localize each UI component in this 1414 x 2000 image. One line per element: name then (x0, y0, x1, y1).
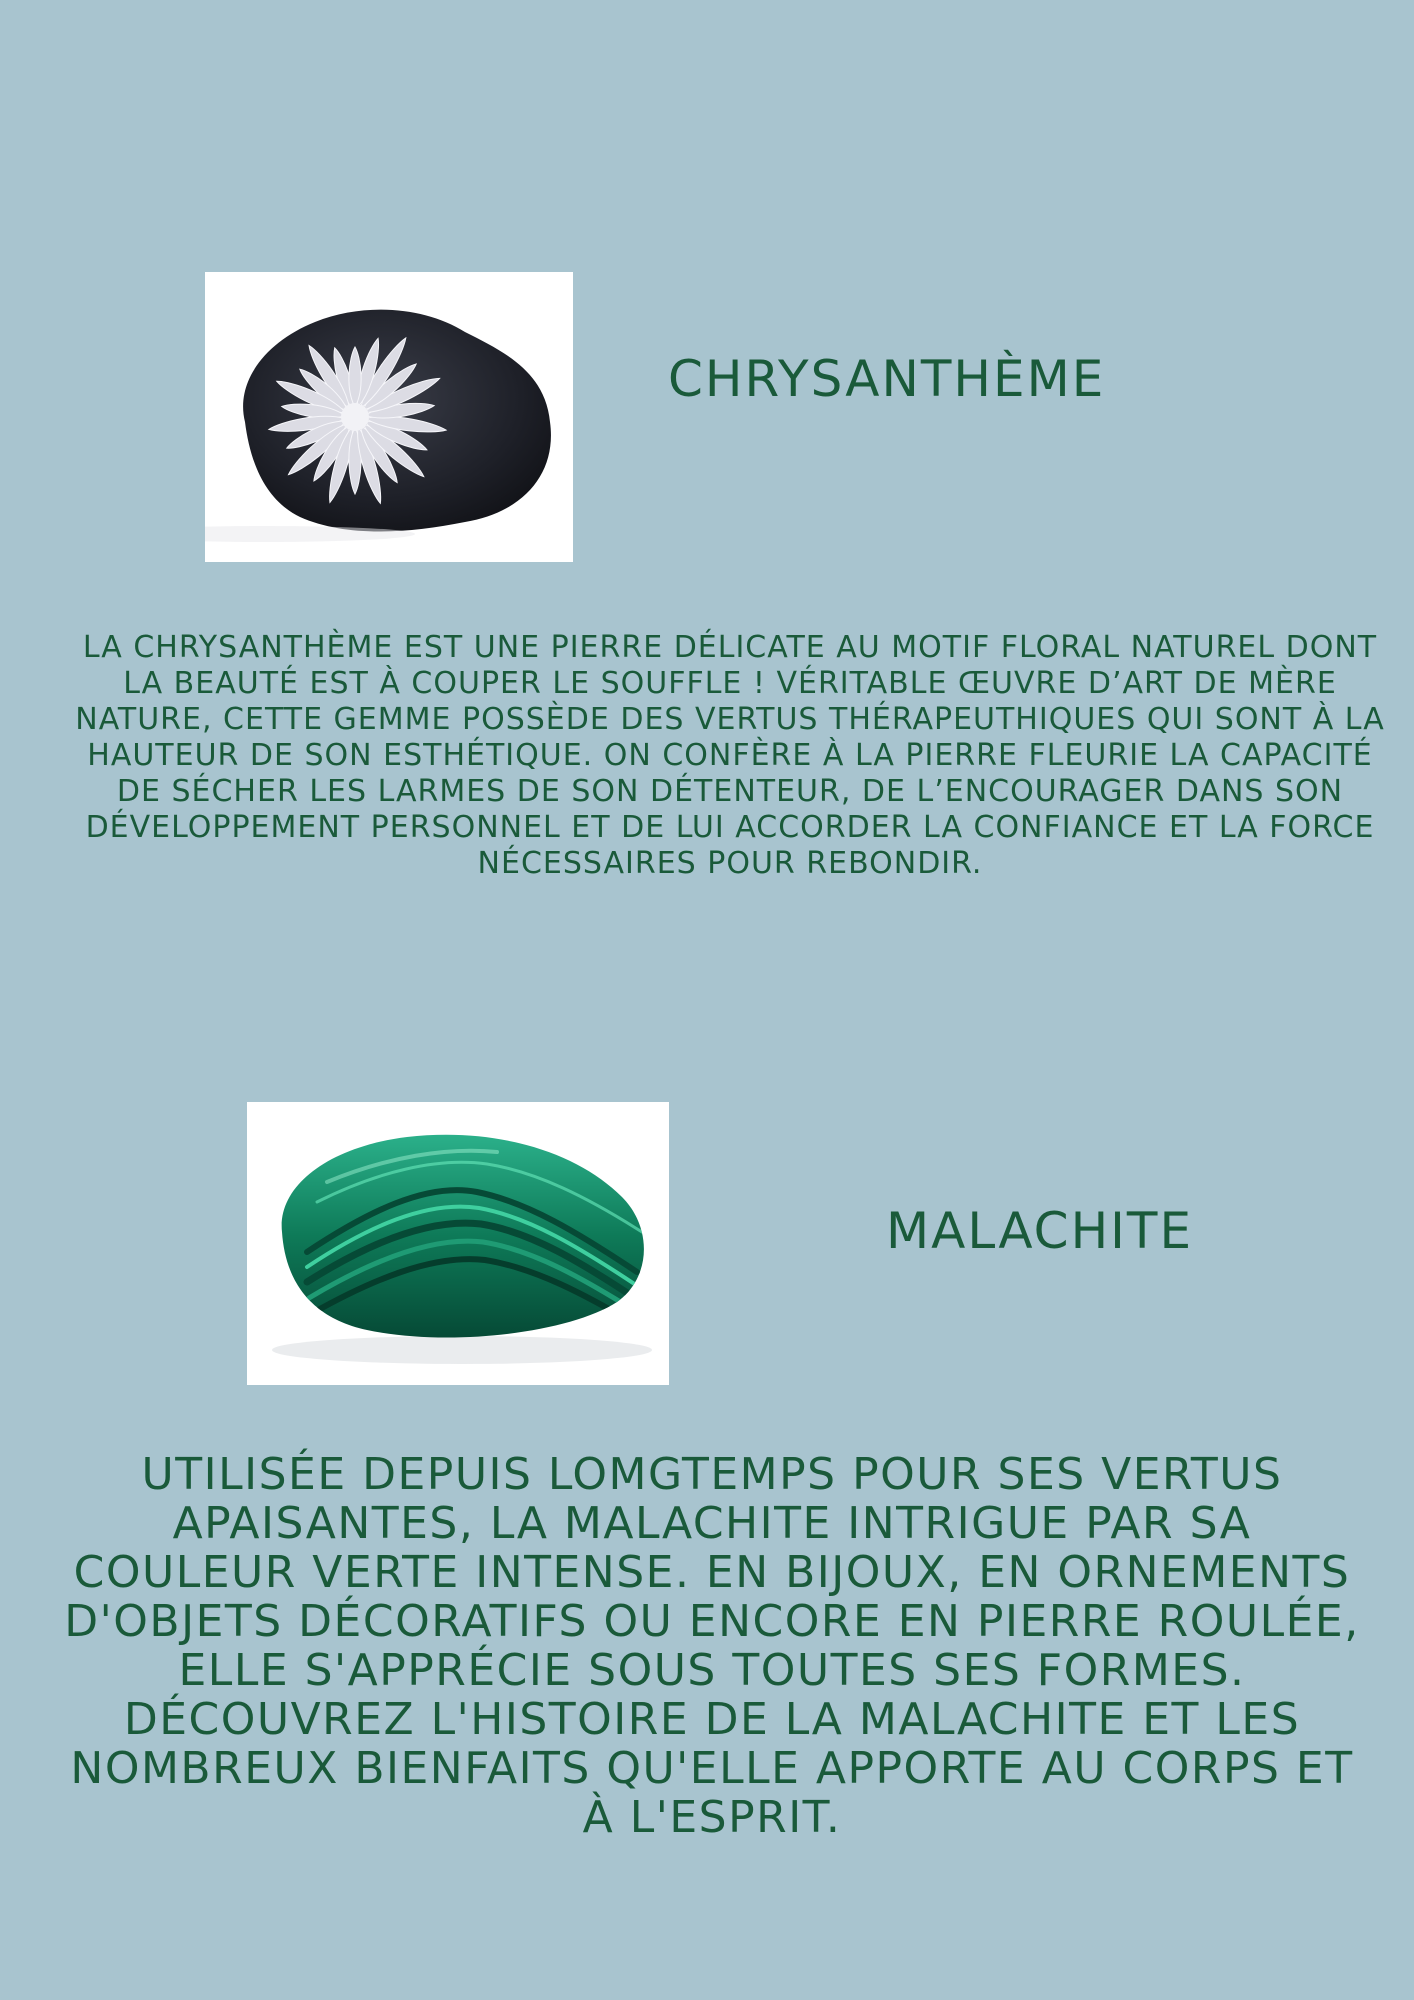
malachite-stone-photo (247, 1102, 669, 1385)
chrysantheme-stone-photo (205, 272, 573, 562)
malachite-description: UTILISÉE DEPUIS LOMGTEMPS POUR SES VERTUS APAISANTES, LA MALACHITE INTRIGUE PAR SA COULEUR VERTE INTENSE. EN BIJOUX, EN ORNEMENTS D'OBJETS DÉCORATIFS OU ENCORE EN PIERRE ROULÉE, ELLE S'APPRÉCIE SOUS TOUTES SES FORMES. DÉCOUVREZ L'HISTOIRE DE LA MALACHITE ET LES NOMBREUX BIENFAITS QU'ELLE APPORTE AU CORPS ET À L'ESPRIT. (64, 1449, 1360, 1843)
malachite-stone-image (247, 1102, 669, 1385)
malachite-title: MALACHITE (886, 1202, 1194, 1260)
chrysantheme-description: LA CHRYSANTHÈME EST UNE PIERRE DÉLICATE AU MOTIF FLORAL NATUREL DONT LA BEAUTÉ EST À COUPER LE SOUFFLE ! VÉRITABLE ŒUVRE D’ART DE MÈRE NATURE, CETTE GEMME POSSÈDE DES VERTUS THÉRAPEUTHIQUES QUI SONT À LA HAUTEUR DE SON ESTHÉTIQUE. ON CONFÈRE À LA PIERRE FLEURIE LA CAPACITÉ DE SÉCHER LES LARMES DE SON DÉTENTEUR, DE L’ENCOURAGER DANS SON DÉVELOPPEMENT PERSONNEL ET DE LUI ACCORDER LA CONFIANCE ET LA FORCE NÉCESSAIRES POUR REBONDIR. (75, 630, 1385, 881)
chrysantheme-title: CHRYSANTHÈME (668, 350, 1106, 408)
chrysantheme-stone-image (205, 272, 573, 562)
